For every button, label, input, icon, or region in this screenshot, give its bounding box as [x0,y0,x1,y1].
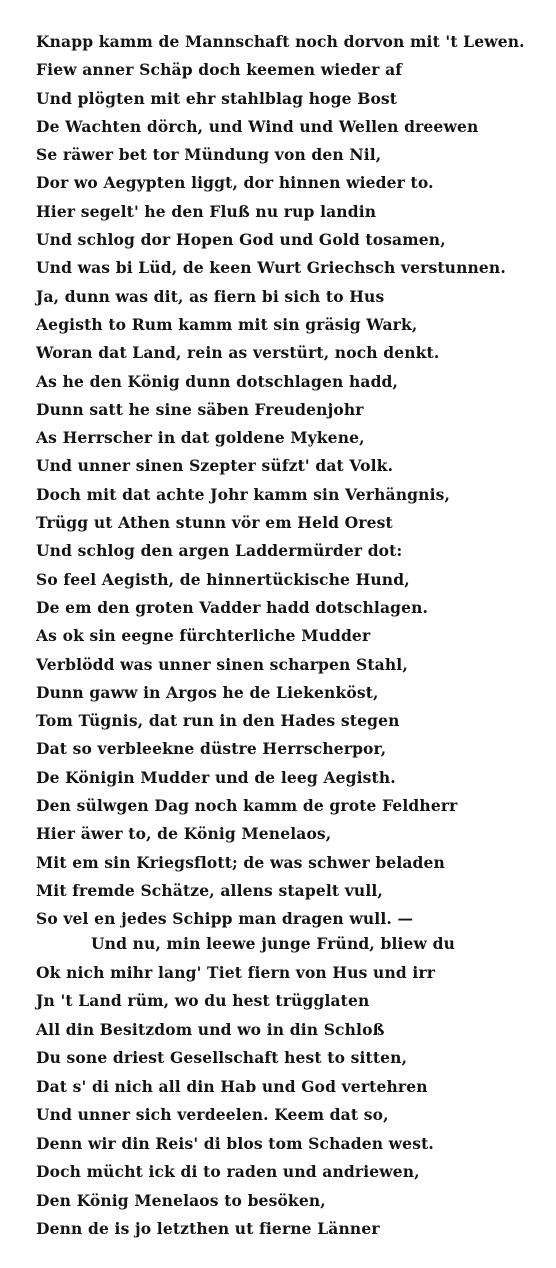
verse-line: Den sülwgen Dag noch kamm de grote Feldherr [36,796,458,816]
verse-line: As Herrscher in dat goldene Mykene, [36,428,365,448]
verse-line: Dat so verbleekne düstre Herrscherpor, [36,739,387,759]
verse-line: Doch mit dat achte Johr kamm sin Verhängnis, [36,484,451,504]
verse-line: Und nu, min leewe junge Fründ, bliew du [91,934,455,953]
verse-line: De Königin Mudder und de leeg Aegisth. [36,767,396,787]
verse-line: Jn 't Land rüm, wo du hest trügglaten [36,991,370,1010]
verse-line: Trügg ut Athen stunn vör em Held Orest [36,513,393,533]
verse-line: Dunn satt he sine säben Freudenjohr [36,399,364,419]
verse-line: So feel Aegisth, de hinnertückische Hund, [36,569,410,589]
verse-line: Dat s' di nich all din Hab und God vertehren [36,1076,428,1096]
verse-line: Doch mücht ick di to raden und andriewen, [36,1162,420,1181]
verse-line: Und plögten mit ehr stahlblag hoge Bost [36,88,398,108]
verse-line: Dor wo Aegypten liggt, dor hinnen wieder to. [36,173,434,193]
verse-line: Mit fremde Schätze, allens stapelt vull, [36,880,383,900]
verse-line: Denn wir din Reis' di blos tom Schaden west. [36,1133,434,1153]
verse-line: Und schlog dor Hopen God und Gold tosamen, [36,230,446,250]
verse-line: As he den König dunn dotschlagen hadd, [36,371,399,391]
verse-line: As ok sin eegne fürchterliche Mudder [36,626,371,646]
stanza-one [36,28,536,934]
verse-line: Aegisth to Rum kamm mit sin gräsig Wark, [36,314,418,334]
verse-line: All din Besitzdom und wo in din Schloß [36,1019,385,1039]
verse-line: Mit em sin Kriegsflott; de was schwer beladen [36,852,445,872]
verse-line: De Wachten dörch, und Wind und Wellen dreewen [36,116,479,136]
verse-line: Tom Tügnis, dat run in den Hades stegen [36,711,400,731]
verse-line: Ja, dunn was dit, as fiern bi sich to Hus [36,286,385,306]
verse-line: Und was bi Lüd, de keen Wurt Griechsch verstunnen. [36,258,506,278]
verse-line: Dunn gaww in Argos he de Liekenköst, [36,682,379,702]
verse-line: Denn de is jo letzthen ut fierne Länner [36,1219,380,1238]
verse-line: Hier äwer to, de König Menelaos, [36,824,332,844]
verse-line: Und unner sich verdeelen. Keem dat so, [36,1105,389,1124]
verse-line: Hier segelt' he den Fluß nu rup landin [36,201,377,221]
verse-line: Du sone driest Gesellschaft hest to sitten, [36,1048,408,1067]
stanza-two [36,930,536,1244]
verse-line: So vel en jedes Schipp man dragen wull. — [36,909,414,929]
verse-line: Fiew anner Schäp doch keemen wieder af [36,60,403,80]
verse-line: Se räwer bet tor Mündung von den Nil, [36,145,382,165]
verse-line: Ok nich mihr lang' Tiet fiern von Hus und irr [36,962,436,982]
verse-line: De em den groten Vadder hadd dotschlagen. [36,597,429,617]
verse-line: Woran dat Land, rein as verstürt, noch denkt. [36,343,440,363]
verse-line: Und schlog den argen Laddermürder dot: [36,541,403,561]
verse-line: Verblödd was unner sinen scharpen Stahl, [36,654,408,674]
verse-line: Und unner sinen Szepter süfzt' dat Volk. [36,456,394,476]
verse-line: Knapp kamm de Mannschaft noch dorvon mit 't Lewen. [36,32,525,51]
verse-line: Den König Menelaos to besöken, [36,1190,326,1210]
